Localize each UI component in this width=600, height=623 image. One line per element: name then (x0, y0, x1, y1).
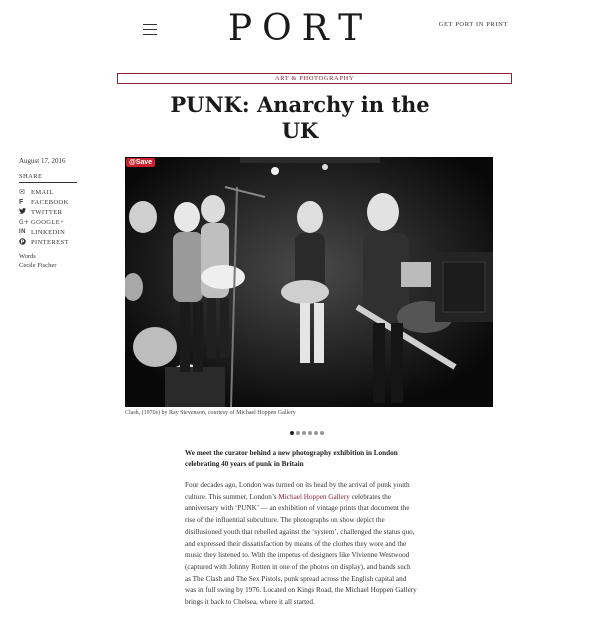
save-label: Save (135, 159, 153, 166)
twitter-icon (19, 208, 31, 216)
photo-caption: Clash, (1970s) by Ray Stevenson, courtesy of Michael Hoppen Gallery (125, 410, 296, 416)
category-label[interactable]: ART & PHOTOGRAPHY (117, 73, 512, 84)
svg-text:p: p (20, 238, 25, 245)
share-twitter-label: TWITTER (31, 208, 63, 216)
carousel-dot[interactable] (290, 431, 294, 435)
body-text-end: celebrates the anniversary with ‘PUNK’ — an exhibition of vintage prints that document the rise of the influential subculture. The photographs on show depict the disillusioned youth that rebelled against the ‘system’, challenged the status quo, and expressed their dissatisfaction by means of the clothes they wore and the music they listened to. With the impetus of designers like Vivienne Westwood (captured with Johnny Rotten in one of the photos on display), and bands such as The Clash and The Sex Pistols, punk spread across the English capital and was in full swing by 1976. Located on Kings Road, the Michael Hoppen Gallery brings it back to Chelsea, where it all started. (185, 492, 417, 607)
google-plus-icon: G+ (19, 218, 30, 226)
share-label: SHARE (19, 173, 77, 183)
carousel-dot[interactable] (296, 431, 300, 435)
pinterest-icon (19, 238, 31, 247)
band-photo (125, 157, 493, 407)
share-facebook[interactable] (19, 197, 79, 207)
share-pinterest-label: PINTEREST (31, 238, 69, 246)
gallery-link[interactable]: Michael Hoppen Gallery (278, 492, 350, 501)
article-title (160, 92, 440, 144)
share-facebook-label: FACEBOOK (31, 198, 69, 206)
words-label: Words (19, 253, 36, 260)
title-line-1: PUNK: Anarchy in the (170, 92, 430, 117)
share-email-label: EMAIL (31, 188, 54, 196)
get-port-in-print-link[interactable]: GET PORT IN PRINT (438, 21, 508, 28)
carousel-dot[interactable] (320, 431, 324, 435)
article-sidebar (19, 157, 79, 269)
article-hero-image[interactable] (125, 157, 493, 407)
carousel-dot[interactable] (302, 431, 306, 435)
share-email[interactable] (19, 187, 79, 197)
share-google-plus-label: GOOGLE+ (31, 218, 65, 226)
carousel-dot[interactable] (314, 431, 318, 435)
linkedin-icon: IN (19, 229, 26, 235)
carousel-dot[interactable] (308, 431, 312, 435)
site-logo[interactable]: PORT (227, 8, 373, 49)
email-icon: ✉ (19, 188, 26, 196)
body-text-start: Four decades ago, London was turned on its head by the arrival of punk youth culture. This summer, London’s (185, 481, 410, 501)
article-body (185, 480, 417, 609)
share-google-plus[interactable] (19, 217, 79, 227)
author-name[interactable]: Cecile Fischer (19, 262, 57, 269)
title-line-2: UK (281, 118, 319, 143)
save-button[interactable]: @Save (126, 158, 155, 167)
publish-date: August 17, 2016 (19, 157, 66, 165)
carousel-dots (290, 431, 324, 435)
facebook-icon: F (19, 198, 24, 206)
share-pinterest[interactable] (19, 237, 79, 247)
share-linkedin-label: LINKEDIN (31, 228, 66, 236)
article-lede: We meet the curator behind a new photography exhibition in London celebrating 40 years of punk in Britain (185, 449, 398, 468)
share-linkedin[interactable] (19, 227, 79, 237)
share-twitter[interactable] (19, 207, 79, 217)
